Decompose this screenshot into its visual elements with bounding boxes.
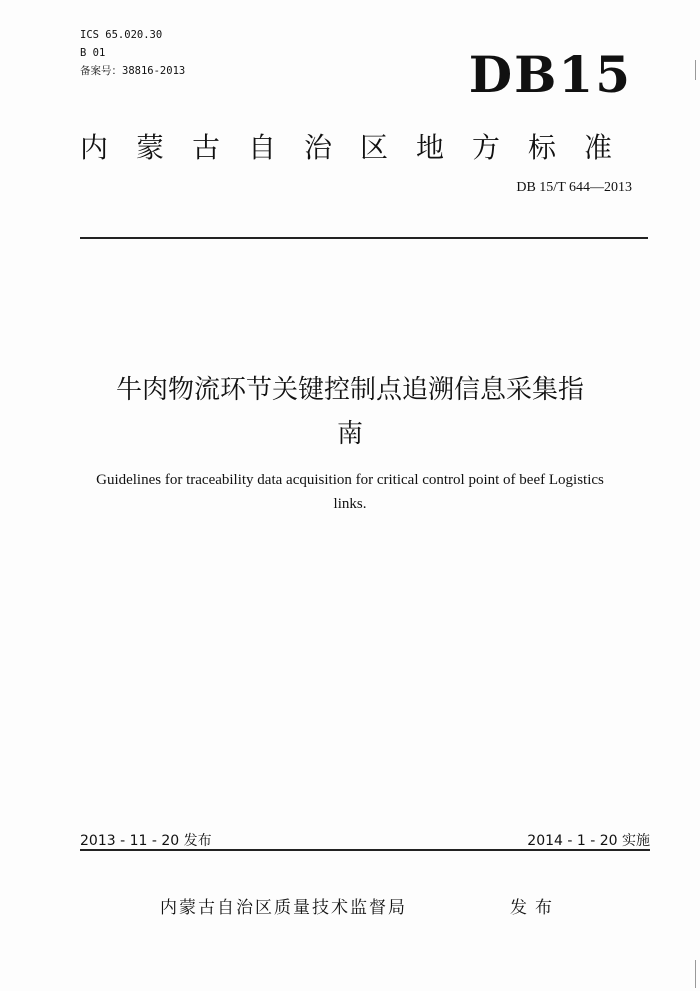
scan-edge-mark (695, 960, 696, 988)
category-code: B 01 (80, 47, 106, 59)
date-row (80, 830, 650, 850)
issuing-authority: 内蒙古自治区质量技术监督局 (160, 898, 407, 918)
title-cn-line-1: 牛肉物流环节关键控制点追溯信息采集指 (115, 375, 584, 405)
title-cn-line-2: 南 (336, 419, 363, 449)
scan-edge-mark (695, 60, 696, 80)
filing-number: 备案号：38816-2013 (80, 65, 186, 77)
db-code-logo: DB15 (468, 45, 632, 104)
issue-label: 发布 (510, 898, 560, 918)
document-title-en (60, 468, 640, 516)
title-en-line-2: links. (333, 496, 367, 512)
implement-date: 2014 - 1 - 20 实施 (527, 833, 650, 849)
standard-number: DB 15/T 644—2013 (516, 180, 632, 195)
region-standard-title: 内蒙古自治区地方标准 (80, 131, 641, 164)
bottom-divider (80, 849, 650, 851)
publish-date: 2013 - 11 - 20 发布 (80, 833, 212, 849)
title-en-line-1: Guidelines for traceability data acquisition for critical control point of beef Logistics (96, 472, 604, 488)
header-meta (80, 26, 185, 80)
ics-code: ICS 65.020.30 (80, 29, 163, 41)
top-divider (80, 237, 648, 239)
document-title-cn (60, 368, 640, 456)
